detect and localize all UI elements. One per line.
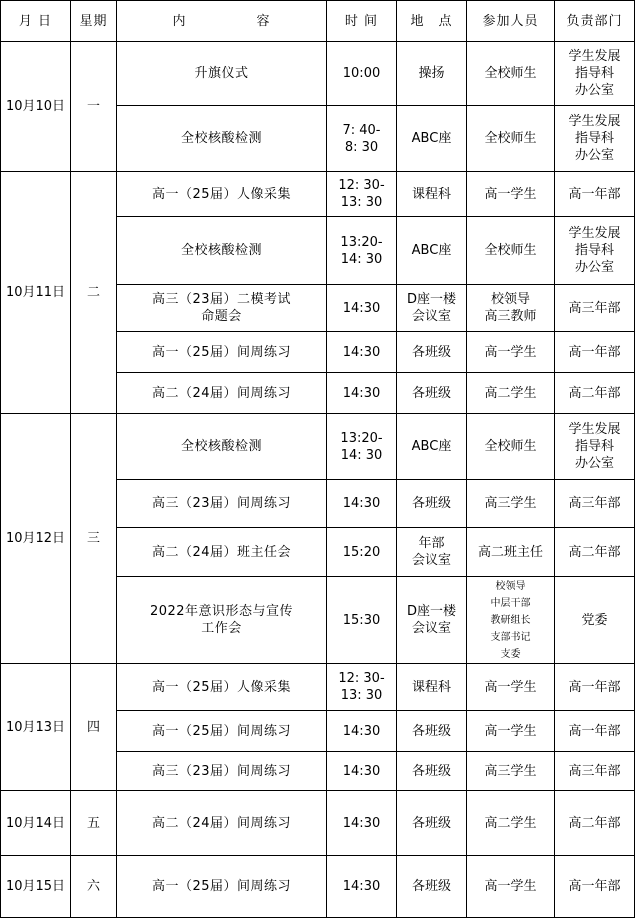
dept-cell: 高二年部 bbox=[555, 528, 635, 577]
content-cell: 全校核酸检测 bbox=[117, 106, 327, 172]
participants-cell: 高三学生 bbox=[467, 480, 555, 528]
time-cell: 7: 40- 8: 30 bbox=[327, 106, 397, 172]
place-cell: 各班级 bbox=[397, 480, 467, 528]
participants-cell: 全校师生 bbox=[467, 42, 555, 106]
content-cell: 高一（25届）间周练习 bbox=[117, 332, 327, 373]
content-cell: 高一（25届）间周练习 bbox=[117, 711, 327, 752]
header-participants: 参加人员 bbox=[467, 1, 555, 42]
place-cell: D座一楼 会议室 bbox=[397, 285, 467, 332]
participants-cell: 高二学生 bbox=[467, 791, 555, 856]
participants-cell: 全校师生 bbox=[467, 414, 555, 480]
participants-cell: 高一学生 bbox=[467, 332, 555, 373]
participants-cell: 高二学生 bbox=[467, 373, 555, 414]
dept-cell: 高一年部 bbox=[555, 332, 635, 373]
content-cell: 高二（24届）间周练习 bbox=[117, 791, 327, 856]
place-cell: ABC座 bbox=[397, 106, 467, 172]
dept-cell: 学生发展 指导科 办公室 bbox=[555, 217, 635, 285]
dept-cell: 高三年部 bbox=[555, 285, 635, 332]
dept-cell: 高三年部 bbox=[555, 752, 635, 791]
table-row bbox=[1, 791, 635, 856]
dept-cell: 高一年部 bbox=[555, 664, 635, 711]
time-cell: 14:30 bbox=[327, 373, 397, 414]
header-row bbox=[1, 1, 635, 42]
time-cell: 15:20 bbox=[327, 528, 397, 577]
time-cell: 13:20- 14: 30 bbox=[327, 217, 397, 285]
time-cell: 14:30 bbox=[327, 480, 397, 528]
time-cell: 14:30 bbox=[327, 711, 397, 752]
table-row bbox=[1, 664, 635, 711]
time-cell: 14:30 bbox=[327, 856, 397, 918]
content-cell: 全校核酸检测 bbox=[117, 217, 327, 285]
dept-cell: 学生发展 指导科 办公室 bbox=[555, 42, 635, 106]
participants-cell: 高二班主任 bbox=[467, 528, 555, 577]
weekday-cell: 六 bbox=[71, 856, 117, 918]
time-cell: 12: 30- 13: 30 bbox=[327, 172, 397, 217]
participants-cell: 校领导 高三教师 bbox=[467, 285, 555, 332]
place-cell: 各班级 bbox=[397, 373, 467, 414]
content-cell: 高三（23届）间周练习 bbox=[117, 480, 327, 528]
dept-cell: 高二年部 bbox=[555, 373, 635, 414]
time-cell: 14:30 bbox=[327, 285, 397, 332]
participants-cell: 高一学生 bbox=[467, 664, 555, 711]
weekday-cell: 三 bbox=[71, 414, 117, 664]
dept-cell: 高三年部 bbox=[555, 480, 635, 528]
place-cell: 课程科 bbox=[397, 172, 467, 217]
time-cell: 15:30 bbox=[327, 577, 397, 664]
time-cell: 14:30 bbox=[327, 332, 397, 373]
header-content: 内 容 bbox=[117, 1, 327, 42]
date-cell: 10月10日 bbox=[1, 42, 71, 172]
date-cell: 10月12日 bbox=[1, 414, 71, 664]
time-cell: 13:20- 14: 30 bbox=[327, 414, 397, 480]
dept-cell: 学生发展 指导科 办公室 bbox=[555, 106, 635, 172]
date-cell: 10月15日 bbox=[1, 856, 71, 918]
table-row bbox=[1, 856, 635, 918]
table-row bbox=[1, 172, 635, 217]
place-cell: 各班级 bbox=[397, 332, 467, 373]
participants-cell: 全校师生 bbox=[467, 217, 555, 285]
weekday-cell: 五 bbox=[71, 791, 117, 856]
content-cell: 高二（24届）班主任会 bbox=[117, 528, 327, 577]
content-cell: 高三（23届）二模考试 命题会 bbox=[117, 285, 327, 332]
place-cell: 课程科 bbox=[397, 664, 467, 711]
time-cell: 10:00 bbox=[327, 42, 397, 106]
place-cell: 各班级 bbox=[397, 791, 467, 856]
time-cell: 14:30 bbox=[327, 752, 397, 791]
place-cell: 年部 会议室 bbox=[397, 528, 467, 577]
content-cell: 升旗仪式 bbox=[117, 42, 327, 106]
table-row bbox=[1, 414, 635, 480]
dept-cell: 高一年部 bbox=[555, 172, 635, 217]
content-cell: 高一（25届）人像采集 bbox=[117, 172, 327, 217]
dept-cell: 党委 bbox=[555, 577, 635, 664]
participants-cell: 高一学生 bbox=[467, 172, 555, 217]
participants-cell: 全校师生 bbox=[467, 106, 555, 172]
time-cell: 14:30 bbox=[327, 791, 397, 856]
table-row bbox=[1, 42, 635, 106]
participants-cell: 高一学生 bbox=[467, 711, 555, 752]
participants-cell: 校领导 中层干部 教研组长 支部书记 支委 bbox=[467, 577, 555, 664]
header-place: 地 点 bbox=[397, 1, 467, 42]
participants-cell: 高三学生 bbox=[467, 752, 555, 791]
header-weekday: 星期 bbox=[71, 1, 117, 42]
place-cell: 各班级 bbox=[397, 752, 467, 791]
content-cell: 2022年意识形态与宣传 工作会 bbox=[117, 577, 327, 664]
time-cell: 12: 30- 13: 30 bbox=[327, 664, 397, 711]
weekday-cell: 四 bbox=[71, 664, 117, 791]
date-cell: 10月13日 bbox=[1, 664, 71, 791]
dept-cell: 学生发展 指导科 办公室 bbox=[555, 414, 635, 480]
header-date: 月 日 bbox=[1, 1, 71, 42]
header-dept: 负责部门 bbox=[555, 1, 635, 42]
dept-cell: 高一年部 bbox=[555, 711, 635, 752]
content-cell: 高一（25届）人像采集 bbox=[117, 664, 327, 711]
dept-cell: 高二年部 bbox=[555, 791, 635, 856]
content-cell: 高三（23届）间周练习 bbox=[117, 752, 327, 791]
dept-cell: 高一年部 bbox=[555, 856, 635, 918]
date-cell: 10月14日 bbox=[1, 791, 71, 856]
place-cell: D座一楼 会议室 bbox=[397, 577, 467, 664]
place-cell: ABC座 bbox=[397, 217, 467, 285]
participants-cell: 高一学生 bbox=[467, 856, 555, 918]
content-cell: 全校核酸检测 bbox=[117, 414, 327, 480]
place-cell: 各班级 bbox=[397, 856, 467, 918]
place-cell: ABC座 bbox=[397, 414, 467, 480]
header-time: 时 间 bbox=[327, 1, 397, 42]
content-cell: 高一（25届）间周练习 bbox=[117, 856, 327, 918]
weekday-cell: 二 bbox=[71, 172, 117, 414]
date-cell: 10月11日 bbox=[1, 172, 71, 414]
place-cell: 操扬 bbox=[397, 42, 467, 106]
content-cell: 高二（24届）间周练习 bbox=[117, 373, 327, 414]
place-cell: 各班级 bbox=[397, 711, 467, 752]
weekday-cell: 一 bbox=[71, 42, 117, 172]
